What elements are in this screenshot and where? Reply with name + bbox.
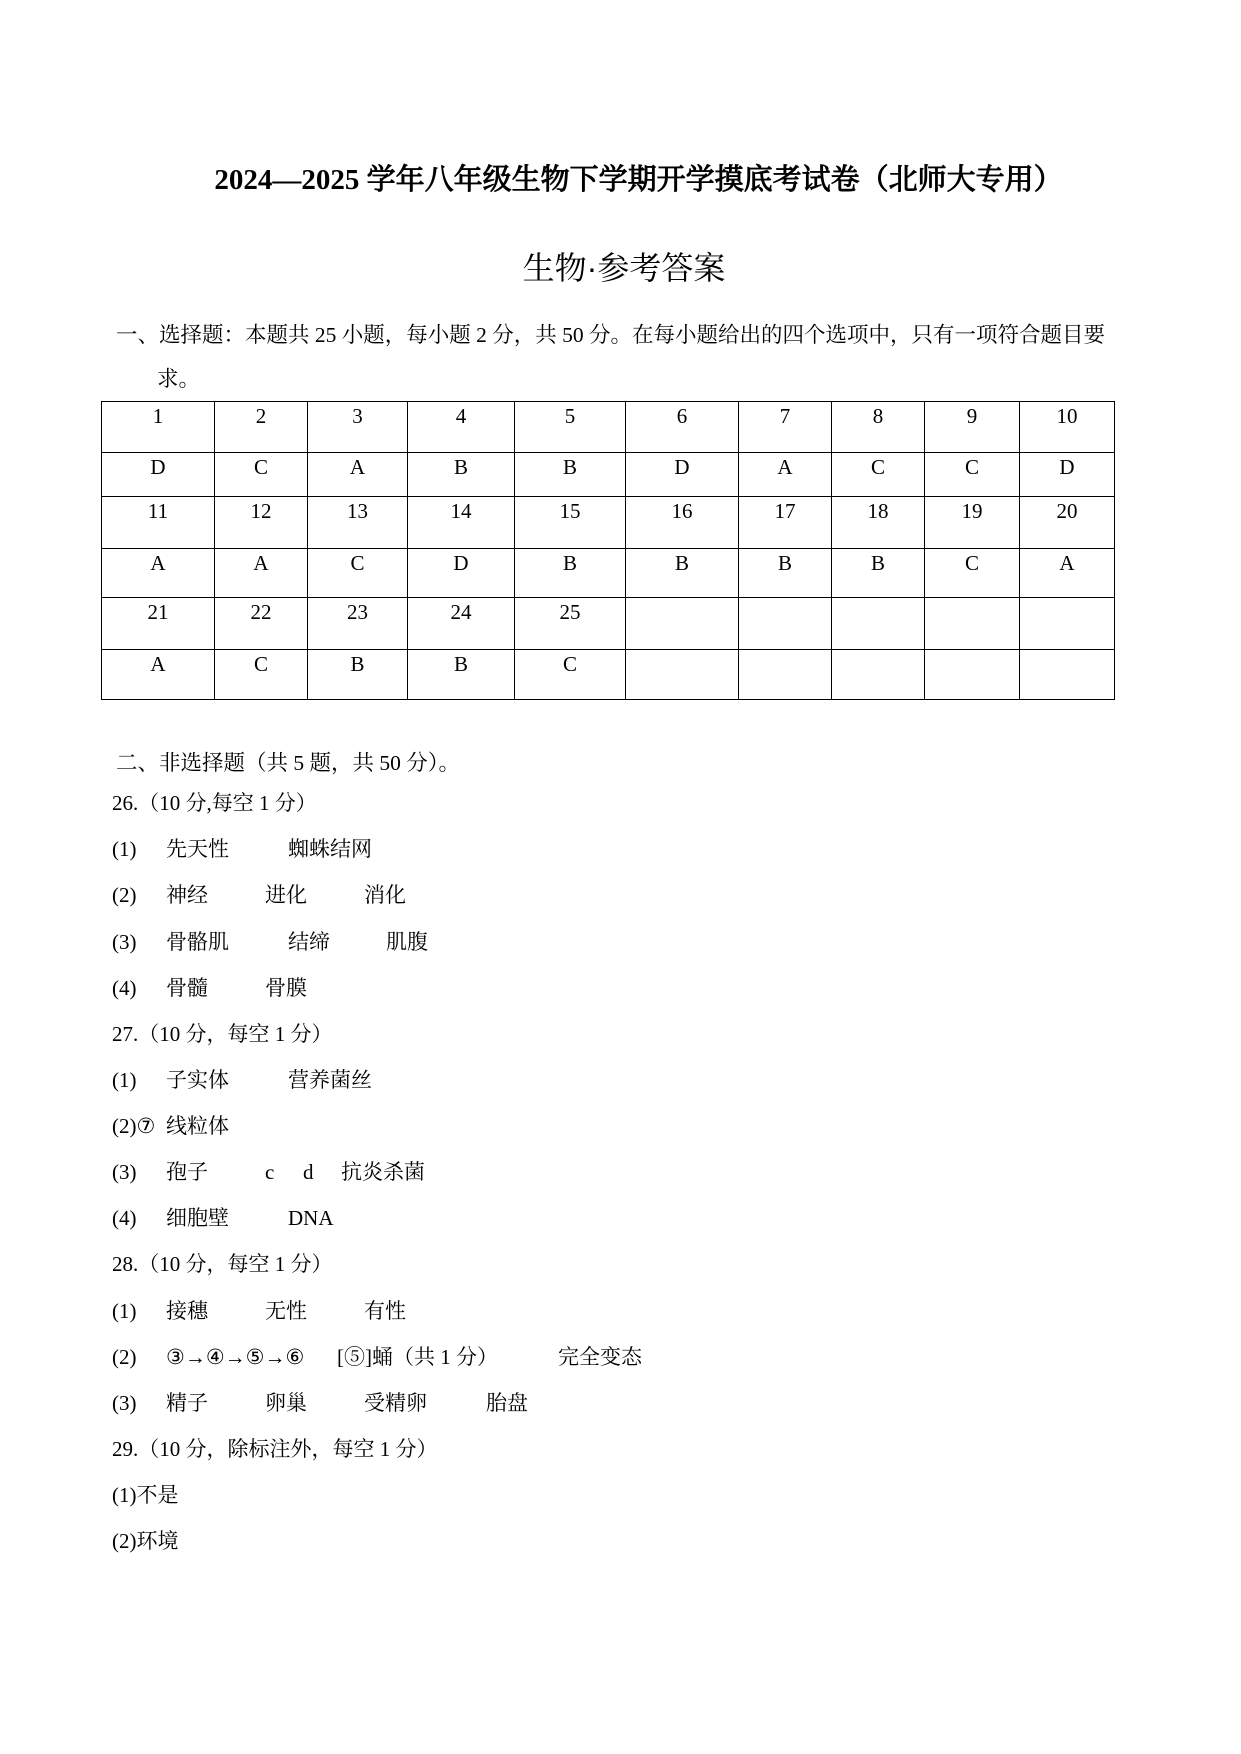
question-number-cell: 24 <box>408 598 515 650</box>
answer-text: 结缔 <box>288 930 330 954</box>
answer-cell: C <box>925 453 1020 497</box>
item-label: (1) <box>112 1299 137 1323</box>
question-number-cell: 11 <box>102 497 215 549</box>
question-27-header-line <box>0 1011 1241 1057</box>
answer-text: 骨骼肌 <box>166 930 229 954</box>
item-label: (4) <box>112 976 137 1000</box>
answer-text: 环境 <box>136 1529 179 1553</box>
answer-cell: C <box>515 650 626 700</box>
question-header: 28.（10 分，每空 1 分） <box>112 1252 333 1276</box>
item-label: (4) <box>112 1206 137 1230</box>
document-title: 2024—2025 学年八年级生物下学期开学摸底考试卷（北师大专用） <box>214 164 1063 196</box>
answer-cell: A <box>215 549 308 598</box>
answer-cell: D <box>102 453 215 497</box>
answer-text: 骨膜 <box>265 976 307 1000</box>
question-number-cell: 22 <box>215 598 308 650</box>
question-number-cell: 23 <box>308 598 408 650</box>
answer-line <box>0 919 1241 965</box>
answer-line <box>0 1334 1241 1380</box>
answer-group <box>112 1518 179 1564</box>
question-header: 29.（10 分，除标注外，每空 1 分） <box>112 1437 438 1461</box>
answer-line <box>0 1518 1241 1564</box>
answer-cell: A <box>739 453 832 497</box>
item-label: (3) <box>112 1160 137 1184</box>
answer-cell: A <box>102 650 215 700</box>
question-number-cell: 2 <box>215 402 308 453</box>
section2-heading: 二、非选择题（共 5 题，共 50 分）。 <box>116 751 461 775</box>
answer-text: [⑤]蛹（共 1 分） <box>337 1345 498 1369</box>
answer-cell: C <box>308 549 408 598</box>
answer-cell: D <box>626 453 739 497</box>
question-number-cell: 13 <box>308 497 408 549</box>
answer-text: 线粒体 <box>166 1114 229 1138</box>
answer-line <box>0 1380 1241 1426</box>
question-number-cell: 1 <box>102 402 215 453</box>
empty-cell <box>925 598 1020 650</box>
answer-cell: B <box>626 549 739 598</box>
answer-line <box>0 1103 1241 1149</box>
answer-cell: A <box>102 549 215 598</box>
question-number-cell: 9 <box>925 402 1020 453</box>
question-29-header-line <box>0 1426 1241 1472</box>
section1-heading-line1: 一、选择题：本题共 25 小题，每小题 2 分，共 50 分。在每小题给出的四个选项中，只有一项符合题目要 <box>116 323 1106 347</box>
answer-cell: A <box>308 453 408 497</box>
empty-cell <box>832 650 925 700</box>
empty-cell <box>925 650 1020 700</box>
section1-heading-line2: 求。 <box>157 367 201 391</box>
answer-text: c <box>265 1160 275 1184</box>
question-number-cell: 25 <box>515 598 626 650</box>
question-number-cell: 16 <box>626 497 739 549</box>
question-number-cell: 8 <box>832 402 925 453</box>
question-number-cell: 4 <box>408 402 515 453</box>
question-number-cell: 17 <box>739 497 832 549</box>
answer-text: 肌腹 <box>386 930 428 954</box>
question-28-header-line <box>0 1241 1241 1287</box>
question-number-cell: 10 <box>1020 402 1115 453</box>
question-26-header-line <box>0 780 1241 826</box>
document-subtitle: 生物·参考答案 <box>522 250 726 286</box>
question-number-cell: 19 <box>925 497 1020 549</box>
question-number-row <box>102 402 1115 453</box>
question-header: 27.（10 分，每空 1 分） <box>112 1022 333 1046</box>
question-number-cell: 14 <box>408 497 515 549</box>
answer-text: 细胞壁 <box>166 1206 229 1230</box>
item-label: (1) <box>112 1483 137 1507</box>
empty-cell <box>832 598 925 650</box>
answer-cell: C <box>215 453 308 497</box>
answer-text: 精子 <box>166 1391 208 1415</box>
answer-cell: D <box>1020 453 1115 497</box>
answer-line <box>0 965 1241 1011</box>
answer-line <box>0 1057 1241 1103</box>
question-number-cell: 5 <box>515 402 626 453</box>
answer-cell: A <box>1020 549 1115 598</box>
empty-cell <box>1020 598 1115 650</box>
answer-cell: B <box>515 453 626 497</box>
answer-text: 有性 <box>364 1299 406 1323</box>
item-label: (1) <box>112 1068 137 1092</box>
answer-line <box>0 872 1241 918</box>
answer-text: 子实体 <box>166 1068 229 1092</box>
answer-line <box>0 826 1241 872</box>
answer-text: 骨髓 <box>166 976 208 1000</box>
answer-text: 不是 <box>136 1483 179 1507</box>
item-label: (2) <box>112 883 137 907</box>
answer-text: 完全变态 <box>558 1345 642 1369</box>
answer-text: 胎盘 <box>486 1391 528 1415</box>
answer-text: 消化 <box>364 883 406 907</box>
answer-text: 营养菌丝 <box>288 1068 372 1092</box>
item-label: (2)⑦ <box>112 1114 156 1138</box>
answer-text: 进化 <box>265 883 307 907</box>
question-number-cell: 6 <box>626 402 739 453</box>
question-header: 26.（10 分,每空 1 分） <box>112 791 317 815</box>
item-label: (3) <box>112 1391 137 1415</box>
answer-cell: C <box>215 650 308 700</box>
answer-group <box>112 1472 179 1518</box>
answer-table <box>101 401 1115 700</box>
answer-cell: B <box>408 650 515 700</box>
item-label: (1) <box>112 837 137 861</box>
answer-text: 神经 <box>166 883 208 907</box>
answer-cell: B <box>515 549 626 598</box>
answer-row <box>102 549 1115 598</box>
item-label: (2) <box>112 1345 137 1369</box>
question-number-row <box>102 598 1115 650</box>
empty-cell <box>626 598 739 650</box>
empty-cell <box>626 650 739 700</box>
answer-text: 抗炎杀菌 <box>341 1160 425 1184</box>
answer-cell: B <box>408 453 515 497</box>
answer-line <box>0 1195 1241 1241</box>
answer-line <box>0 1288 1241 1334</box>
question-number-row <box>102 497 1115 549</box>
empty-cell <box>739 598 832 650</box>
answer-cell: B <box>832 549 925 598</box>
answer-row <box>102 650 1115 700</box>
question-number-cell: 12 <box>215 497 308 549</box>
answer-text: 蜘蛛结网 <box>288 837 372 861</box>
question-number-cell: 7 <box>739 402 832 453</box>
item-label: (3) <box>112 930 137 954</box>
answer-cell: B <box>308 650 408 700</box>
answer-text: ③→④→⑤→⑥ <box>166 1345 305 1369</box>
answer-text: 孢子 <box>166 1160 208 1184</box>
answer-cell: B <box>739 549 832 598</box>
question-number-cell: 20 <box>1020 497 1115 549</box>
question-number-cell: 15 <box>515 497 626 549</box>
answer-cell: C <box>832 453 925 497</box>
answer-text: 先天性 <box>166 837 229 861</box>
question-number-cell: 21 <box>102 598 215 650</box>
empty-cell <box>739 650 832 700</box>
answer-line <box>0 1149 1241 1195</box>
answer-text: d <box>303 1160 314 1184</box>
item-label: (2) <box>112 1529 137 1553</box>
answer-line <box>0 1472 1241 1518</box>
question-number-cell: 18 <box>832 497 925 549</box>
answer-text: DNA <box>288 1206 334 1230</box>
answer-text: 受精卵 <box>364 1391 427 1415</box>
empty-cell <box>1020 650 1115 700</box>
answer-cell: C <box>925 549 1020 598</box>
answer-text: 卵巢 <box>265 1391 307 1415</box>
answer-text: 接穗 <box>166 1299 208 1323</box>
answer-text: 无性 <box>265 1299 307 1323</box>
answer-cell: D <box>408 549 515 598</box>
answer-row <box>102 453 1115 497</box>
question-number-cell: 3 <box>308 402 408 453</box>
